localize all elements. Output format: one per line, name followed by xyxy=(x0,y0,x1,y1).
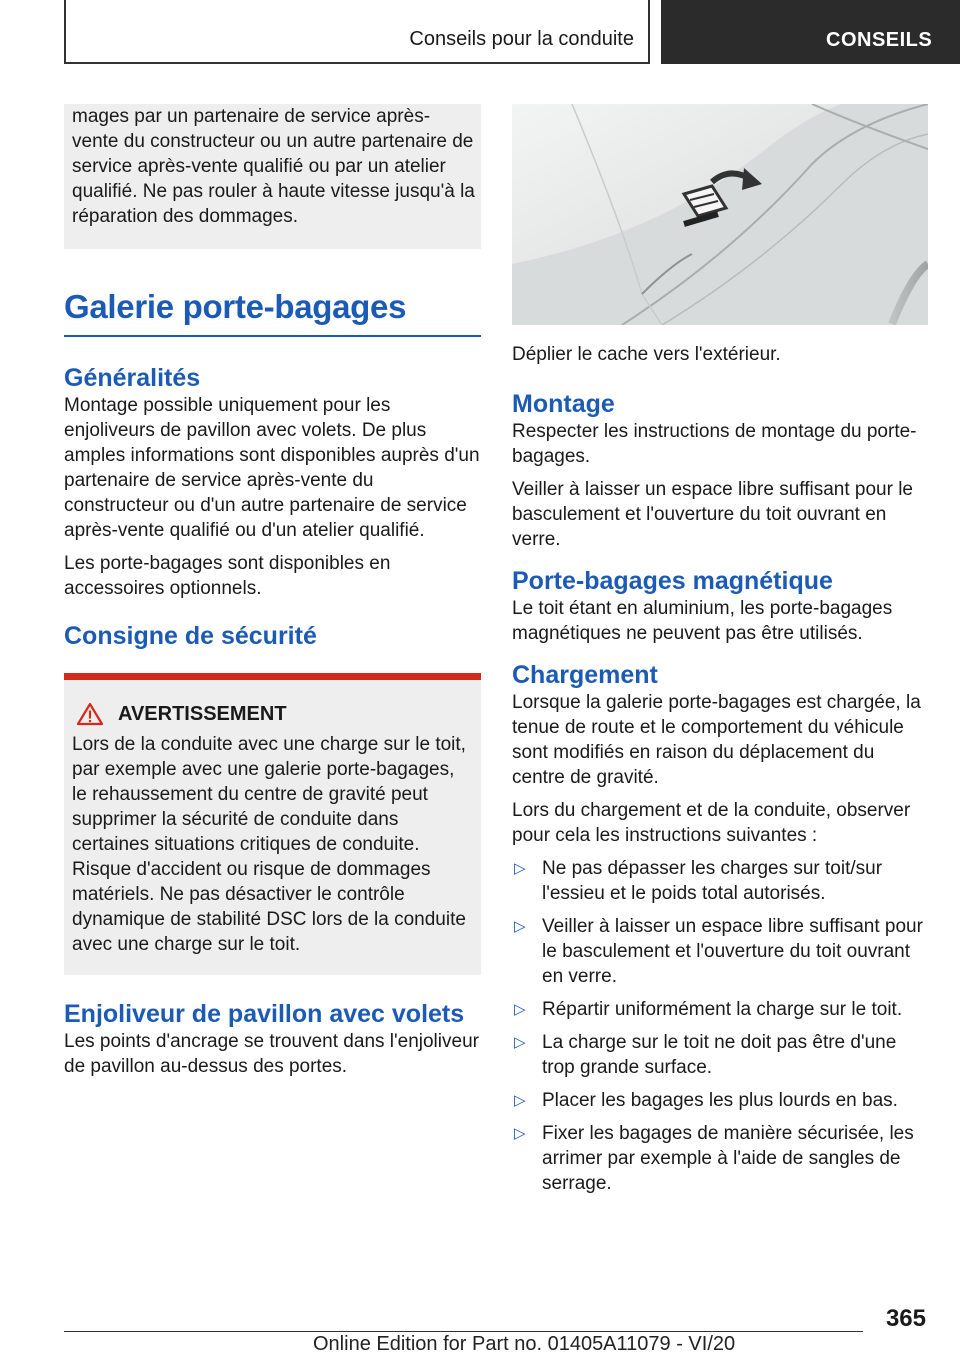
warning-box xyxy=(64,673,481,975)
triangle-bullet-icon: ▷ xyxy=(514,918,526,935)
warning-text: Lors de la conduite avec une charge sur le toit, par exemple avec une galerie porte-bagages, le rehaussement du centre de gravité peut supprimer la sécurité de conduite dans certaines situations critiques de conduite. Risque d'accident ou risque de dommages matériels. Ne pas désactiver le contrôle dynamique de stabilité DSC lors de la conduite avec une charge sur le toit. xyxy=(72,734,466,955)
warning-triangle-icon xyxy=(76,702,104,726)
list-item: ▷ Veiller à laisser un espace libre suffisant pour le basculement et l'ouverture du toit ouvrant en verre. xyxy=(514,916,923,987)
magnetique-paragraph: Le toit étant en aluminium, les porte-bagages magnétiques ne peuvent pas être utilisés. xyxy=(512,598,893,644)
generalites-paragraph-1: Montage possible uniquement pour les enjoliveurs de pavillon avec volets. De plus amples informations sont disponibles auprès d'un partenaire de service après-vente du constructeur ou d'un autre partenaire de service après-vente qualifié ou d'un atelier qualifié. xyxy=(64,395,480,541)
heading-magnetique: Porte-bagages magnétique xyxy=(512,567,833,595)
triangle-bullet-icon: ▷ xyxy=(514,1125,526,1142)
chargement-list xyxy=(512,856,928,1196)
chapter-tab[interactable] xyxy=(661,0,960,64)
list-item: ▷ Placer les bagages les plus lourds en bas. xyxy=(514,1090,898,1111)
chapter-tab-label: CONSEILS xyxy=(826,29,933,51)
list-item: ▷ Fixer les bagages de manière sécurisée, les arrimer par exemple à l'aide de sangles de serrage. xyxy=(514,1123,914,1194)
warning-header xyxy=(64,680,481,726)
triangle-bullet-icon: ▷ xyxy=(514,1001,526,1018)
triangle-bullet-icon: ▷ xyxy=(514,1034,526,1051)
section-title: Conseils pour la conduite xyxy=(409,28,634,50)
warning-label: AVERTISSEMENT xyxy=(118,702,287,725)
chargement-paragraph-2: Lors du chargement et de la conduite, observer pour cela les instructions suivantes : xyxy=(512,800,911,846)
continued-note-box xyxy=(64,104,481,249)
chargement-paragraph-1: Lorsque la galerie porte-bagages est chargée, la tenue de route et le comportement du véhicule sont modifiés en raison du déplacement du centre de gravité. xyxy=(512,692,921,788)
heading-consigne: Consigne de sécurité xyxy=(64,622,317,650)
warning-body xyxy=(64,726,481,975)
list-item: ▷ Ne pas dépasser les charges sur toit/sur l'essieu et le poids total autorisés. xyxy=(514,858,883,904)
photo-caption: Déplier le cache vers l'extérieur. xyxy=(512,344,781,365)
page-number: 365 xyxy=(885,1305,926,1332)
left-column xyxy=(64,104,481,1087)
generalites-paragraph-2: Les porte-bagages sont disponibles en accessoires optionnels. xyxy=(64,553,391,599)
heading-generalites: Généralités xyxy=(64,364,201,392)
heading-chargement: Chargement xyxy=(512,661,658,689)
enjoliveur-paragraph: Les points d'ancrage se trouvent dans l'enjoliveur de pavillon au-dessus des portes. xyxy=(64,1031,479,1077)
continued-note: mages par un partenaire de service après-vente du constructeur ou un autre partenaire de service après-vente qualifié ou par un atelier qualifié. Ne pas rouler à haute vitesse jusqu'à la réparation des dommages. xyxy=(72,106,475,227)
right-column xyxy=(512,104,928,1204)
triangle-bullet-icon: ▷ xyxy=(514,1092,526,1109)
page-title: Galerie porte-bagages xyxy=(64,288,407,325)
roof-cover-photo xyxy=(512,104,928,325)
footer-rule xyxy=(64,1331,863,1332)
triangle-bullet-icon: ▷ xyxy=(514,860,526,877)
list-item: ▷ La charge sur le toit ne doit pas être d'une trop grande surface. xyxy=(514,1032,897,1078)
edition-footer: Online Edition for Part no. 01405A11079 - VI/20 xyxy=(313,1333,736,1355)
heading-enjoliveur: Enjoliveur de pavillon avec volets xyxy=(64,1000,465,1028)
montage-paragraph-2: Veiller à laisser un espace libre suffisant pour le basculement et l'ouverture du toit ouvrant en verre. xyxy=(512,479,913,550)
warning-bar xyxy=(64,673,481,680)
montage-paragraph-1: Respecter les instructions de montage du porte-bagages. xyxy=(512,421,917,467)
header-frame xyxy=(64,0,650,64)
list-item: ▷ Répartir uniformément la charge sur le toit. xyxy=(514,999,903,1020)
heading-montage: Montage xyxy=(512,390,615,418)
